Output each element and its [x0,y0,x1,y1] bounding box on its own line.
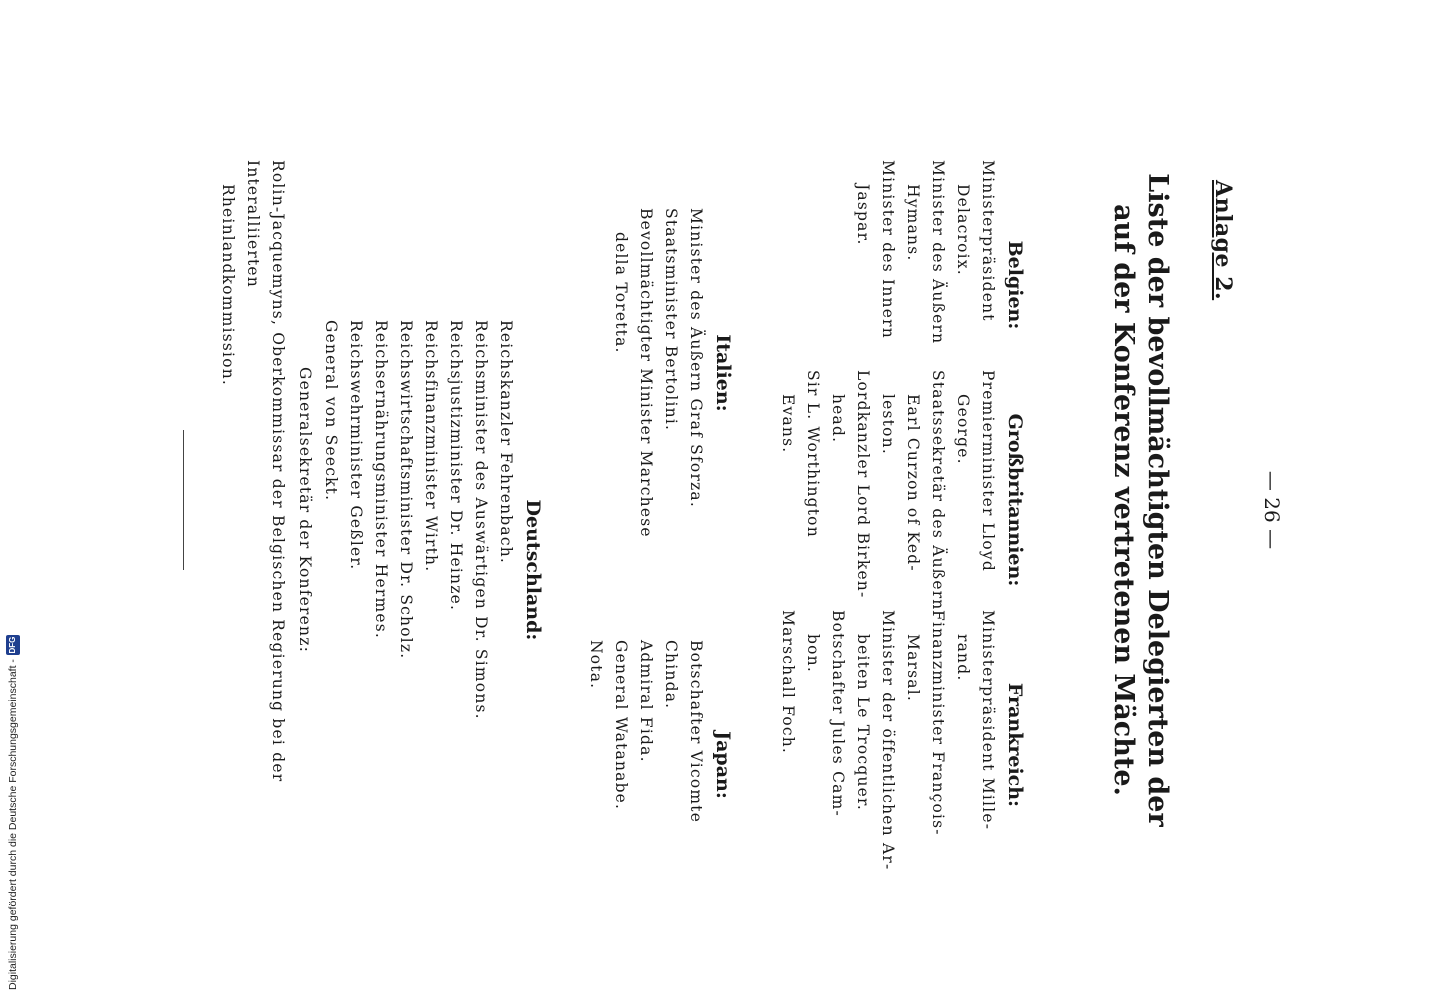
delegate-line: rand. [954,634,972,682]
delegate-line: General von Seeckt. [322,320,340,502]
delegate-line: Ministerpräsident Mille- [979,610,997,831]
delegate-line: Botschafter Vicomte Chinda. [662,640,705,824]
general-secretary-heading: Generalsekretär der Konferenz: [296,367,314,653]
delegate-line: Hymans. [904,184,922,262]
delegate-line: Admiral Fida. [637,640,655,763]
delegate-line: leston. [879,394,897,455]
delegate-line: Reichswehrminister Geßler. [347,320,365,571]
delegate-line: Marsal. [904,634,922,703]
general-secretary-line: Rolin-Jacquemyns, Oberkommissar der Belgischen Regierung bei der Interalliierten [244,160,287,783]
digitization-footer [6,610,20,990]
document-title: Liste der bevollmächtigten Delegierten der auf der Konferenz vertretenen Mächte. [1108,173,1173,827]
delegate-line: Marschall Foch. [779,610,797,755]
appendix-label: Anlage 2. [1210,180,1236,301]
delegate-line: Minister des Äußern [929,160,947,345]
delegation-japan [583,640,734,890]
delegation-deutschland [318,320,544,820]
delegate-line: George. [954,394,972,465]
delegate-line: Minister des Äußern Graf Sforza. [687,208,705,508]
delegate-line: Staatssekretär des Äußern [929,370,947,611]
general-secretary [215,160,314,860]
delegate-line: Reichsjustizminister Dr. Heinze. [447,320,465,612]
general-secretary-line: Rheinlandkommission. [219,184,237,387]
delegate-line: Bevollmächtigter Minister Marchese [637,208,655,538]
delegate-line: Premierminister Lloyd [979,370,997,572]
delegate-line: General Watanabe. [612,640,630,811]
delegate-line: Minister des Innern [879,160,897,339]
delegate-line: Finanzminister François- [929,610,947,836]
delegation-grossbritannien [775,370,1026,630]
delegate-line: Evans. [779,394,797,454]
separator-rule [183,430,184,570]
delegate-line: Earl Curzon of Ked- [904,394,922,572]
delegate-line: Delacroix. [954,184,972,276]
delegate-line: Reichswirtschaftsminister Dr. Scholz. [397,320,415,660]
country-heading: Italien: [712,334,734,412]
delegate-line: Botschafter Jules Cam- [829,610,847,817]
delegation-frankreich [775,610,1026,880]
delegation-italien [608,208,734,538]
delegate-line: della Toretta. [612,232,630,354]
delegate-line: Sir L. Worthington [804,370,822,538]
delegate-line: Nota. [587,640,605,690]
delegate-line: Minister der öffentlichen Ar- [879,610,897,871]
footer-text: Digitalisierung gefördert durch die Deutsche Forschungsgemeinschaft - [7,659,19,990]
delegate-line: Reichsminister des Auswärtigen Dr. Simons. [472,320,490,720]
country-heading: Großbritannien: [1004,413,1026,587]
delegate-line: head. [829,394,847,444]
delegate-line: Staatsminister Bertolini. [662,208,680,432]
delegate-line: bon. [804,634,822,673]
dfg-logo-icon: DFG [6,635,20,655]
country-heading: Belgien: [1004,240,1026,330]
country-heading: Deutschland: [522,499,544,641]
country-heading: Japan: [712,731,734,799]
country-heading: Frankreich: [1004,682,1026,808]
page-number: — 26 — [1260,470,1284,550]
delegate-line: Ministerpräsident [979,160,997,322]
delegate-line: Reichsernährungsminister Hermes. [372,320,390,639]
delegate-line: Reichskanzler Fehrenbach. [497,320,515,565]
delegate-line: Reichsfinanzminister Wirth. [422,320,440,573]
delegate-line: Lordkanzler Lord Birken- [854,370,872,599]
delegate-line: Jaspar. [854,184,872,246]
delegate-line: beiten Le Trocquer. [854,634,872,812]
